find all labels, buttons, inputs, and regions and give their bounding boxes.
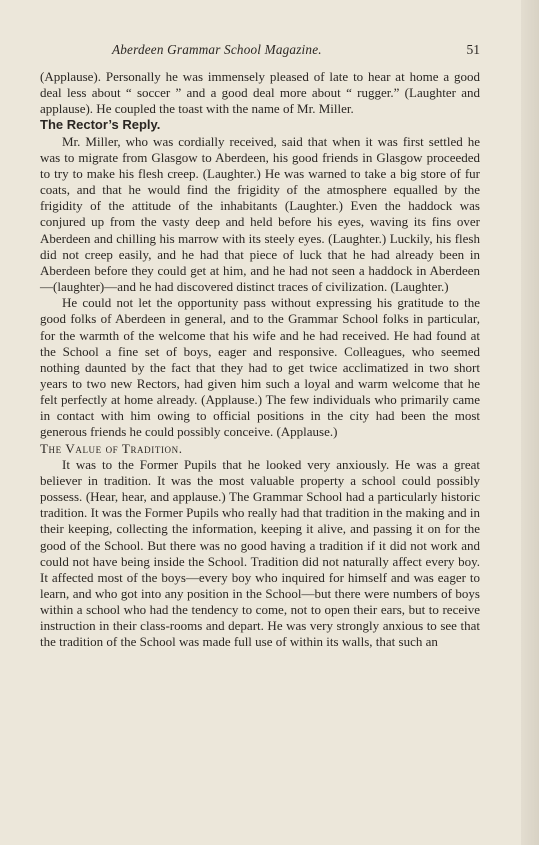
heading-value-of-tradition: The Value of Tradition. — [40, 440, 183, 456]
paragraph-tradition: It was to the Former Pupils that he looked very anxiously. He was a great believer in tradition. It was the most valuable property a school could possibly possess. (Hear, hear, and applause.) The Grammar School had a particularly historic tradition. It was the Former Pupils who really had that tradition in the making and in their keeping, collecting the information, keeping it alive, and passing it on for the good of the School. But there was no good having a tradition if it did not work and could not have being inside the School. Tradition did not naturally affect every boy. It affected most of the boys—every boy who inquired for himself and was eager to learn, and who got into any position in the School—but there were numbers of boys within a school who had the tendency to come, not to open their ears, but to receive instruction in their class-rooms and depart. He was very strongly anxious to see that the tradition of the School was made full use of within its walls, that such an — [40, 456, 480, 650]
running-title: Aberdeen Grammar School Magazine. — [112, 42, 322, 57]
paragraph-applause: (Applause). Personally he was immensely pleased of late to hear at home a good deal less about “ soccer ” and a good deal more about “ rugger.” (Laughter and applause). He coupled the toast with the name of Mr. Miller. — [40, 69, 480, 117]
paragraph-gratitude: He could not let the opportunity pass without expressing his gratitude to the good folks of Aberdeen in general, and to the Grammar School folks in particular, for the warmth of the welcome that his wife and he had received. He had found at the School a fine set of boys, eager and responsive. Colleagues, who seemed nothing daunted by the fact that they had to get twice acclimatized in two short years to two new Rectors, had given him such a loyal and warm welcome that he felt perfectly at home already. (Applause.) The few individuals who primarily came in contact with him owing to official positions in the city had been the most generous friends he could possibly conceive. (Applause.) — [40, 295, 480, 440]
paragraph-mr-miller: Mr. Miller, who was cordially received, said that when it was first settled he was to migrate from Glasgow to Aberdeen, his good friends in Glasgow proceeded to try to make his flesh creep. (Laughter.) He was warned to take a big store of fur coats, and that he would find the frigidity of the atmosphere equalled by the frigidity of the attitude of the inhabitants (Laughter.) Even the haddock was conjured up from the vasty deep and held before his eyes, waving its fins over Aberdeen and chilling his marrow with its steely eyes. (Laughter.) Luckily, his flesh did not creep easily, and he had that piece of luck that he had already been in Aberdeen before they could get at him, and he had not seen a haddock in Aberdeen —(laughter)—and he had discovered distinct traces of civilization. (Laughter.) — [40, 133, 480, 295]
page-number: 51 — [466, 42, 480, 57]
scan-edge-shadow — [521, 0, 539, 845]
article-body — [40, 69, 480, 651]
heading-rectors-reply: The Rector’s Reply. — [40, 117, 161, 133]
